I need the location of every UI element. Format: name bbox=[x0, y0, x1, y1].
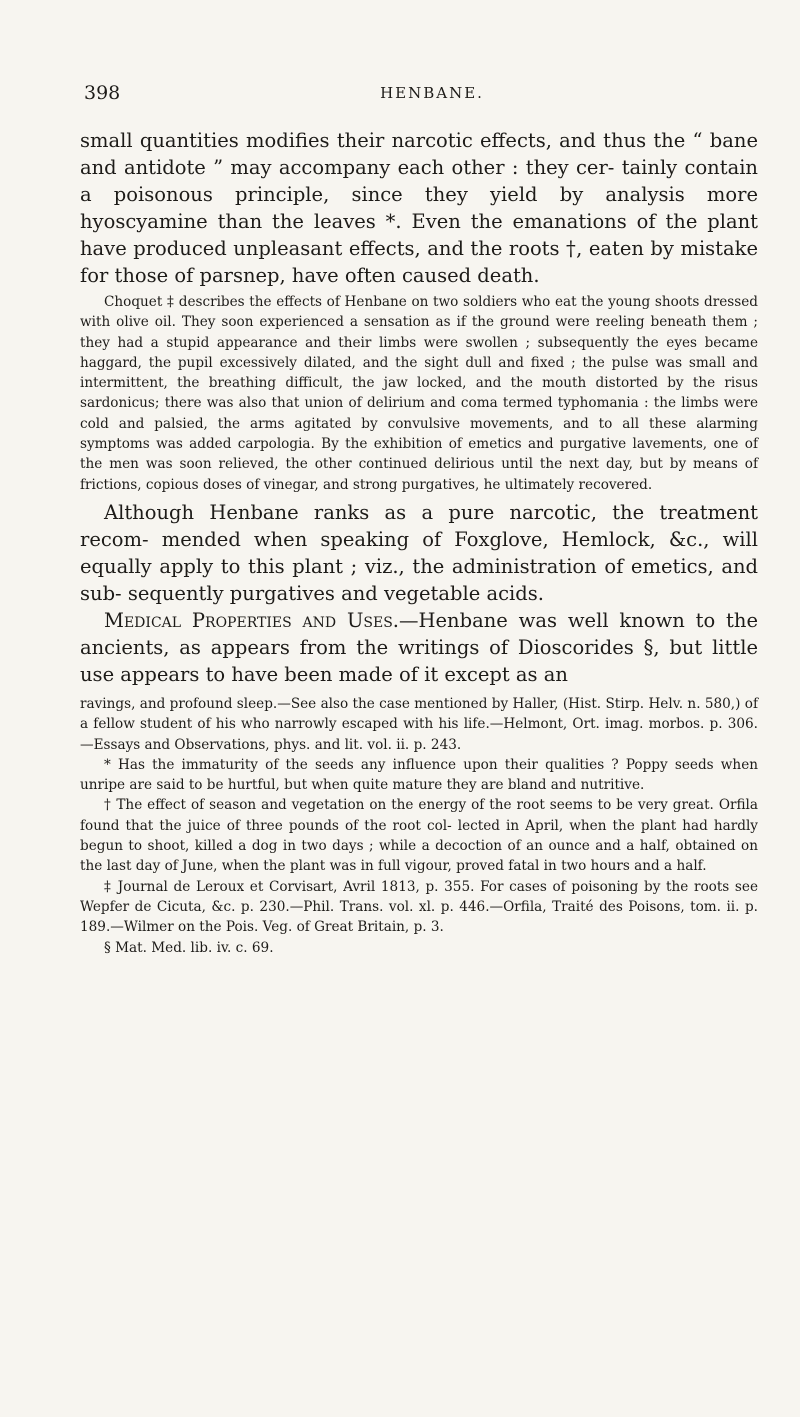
medical-properties-text: —Henbane was well known to the ancients, as appears from the writings of Dioscorides §, but little use appears to have been made of it except as an bbox=[80, 608, 758, 686]
footnote-dagger: † The effect of season and vegetation on the energy of the root seems to be very great. Orfila found that the juice of three pounds of the root col- lected in April, when the plant had hardly begun to shoot, killed a dog in two days ; while a decoction of an ounce and a half, obtained on the last day of June, when the plant was in full vigour, proved fatal in two hours and a half. bbox=[80, 797, 758, 875]
page-header bbox=[84, 82, 740, 112]
paragraph-medical-properties bbox=[80, 607, 758, 688]
running-head: HENBANE. bbox=[380, 84, 484, 102]
footnote-star: * Has the immaturity of the seeds any influence upon their qualities ? Poppy seeds when unripe are said to be hurtful, but when quite mature they are bland and nutritive. bbox=[80, 756, 758, 794]
paragraph-continued: small quantities modifies their narcotic effects, and thus the “ bane and antidote ” may accompany each other : they cer- tainly contain a poisonous principle, since they yield by analysis more hyoscyamine than the leaves *. Even the emanations of the plant have produced unpleasant effects, and the roots †, eaten by mistake for those of parsnep, have often caused death. bbox=[80, 129, 758, 287]
footnotes bbox=[80, 694, 758, 958]
footnote-section: § Mat. Med. lib. iv. c. 69. bbox=[104, 939, 274, 956]
page-body bbox=[80, 127, 758, 958]
paragraph-choquet-case: Choquet ‡ describes the effects of Henbane on two soldiers who eat the young shoots dressed with olive oil. They soon experienced a sensation as if the ground were reeling beneath them ; they had a stupid appearance and their limbs were swollen ; subsequently the eyes became haggard, the pupil excessively dilated, and the sight dull and fixed ; the pulse was small and intermittent, the breathing difficult, the jaw locked, and the mouth distorted by the risus sardonicus; there was also that union of delirium and coma termed typhomania : the limbs were cold and palsied, the arms agitated by convulsive movements, and to all these alarming symptoms was added carpologia. By the exhibition of emetics and purgative lavements, one of the men was soon relieved, the other continued delirious until the next day, but by means of frictions, copious doses of vinegar, and strong purgatives, he ultimately recovered. bbox=[80, 294, 758, 493]
page-number: 398 bbox=[84, 82, 121, 104]
footnote-double-dagger: ‡ Journal de Leroux et Corvisart, Avril 1813, p. 355. For cases of poisoning by the roots see Wepfer de Cicuta, &c. p. 230.—Phil. Trans. vol. xl. p. 446.—Orfila, Traité des Poisons, tom. ii. p. 189.—Wilmer on the Pois. Veg. of Great Britain, p. 3. bbox=[80, 878, 758, 936]
paragraph-treatment: Although Henbane ranks as a pure narcotic, the treatment recom- mended when speaking of Foxglove, Hemlock, &c., will equally apply to this plant ; viz., the administration of emetics, and sub- sequently purgatives and vegetable acids. bbox=[80, 500, 758, 605]
section-heading: Medical Properties and Uses. bbox=[104, 608, 399, 632]
footnote-continued: ravings, and profound sleep.—See also the case mentioned by Haller, (Hist. Stirp. Helv. n. 580,) of a fellow student of his who narrowly escaped with his life.—Helmont, Ort. imag. morbos. p. 306.—Essays and Observations, phys. and lit. vol. ii. p. 243. bbox=[80, 695, 758, 753]
